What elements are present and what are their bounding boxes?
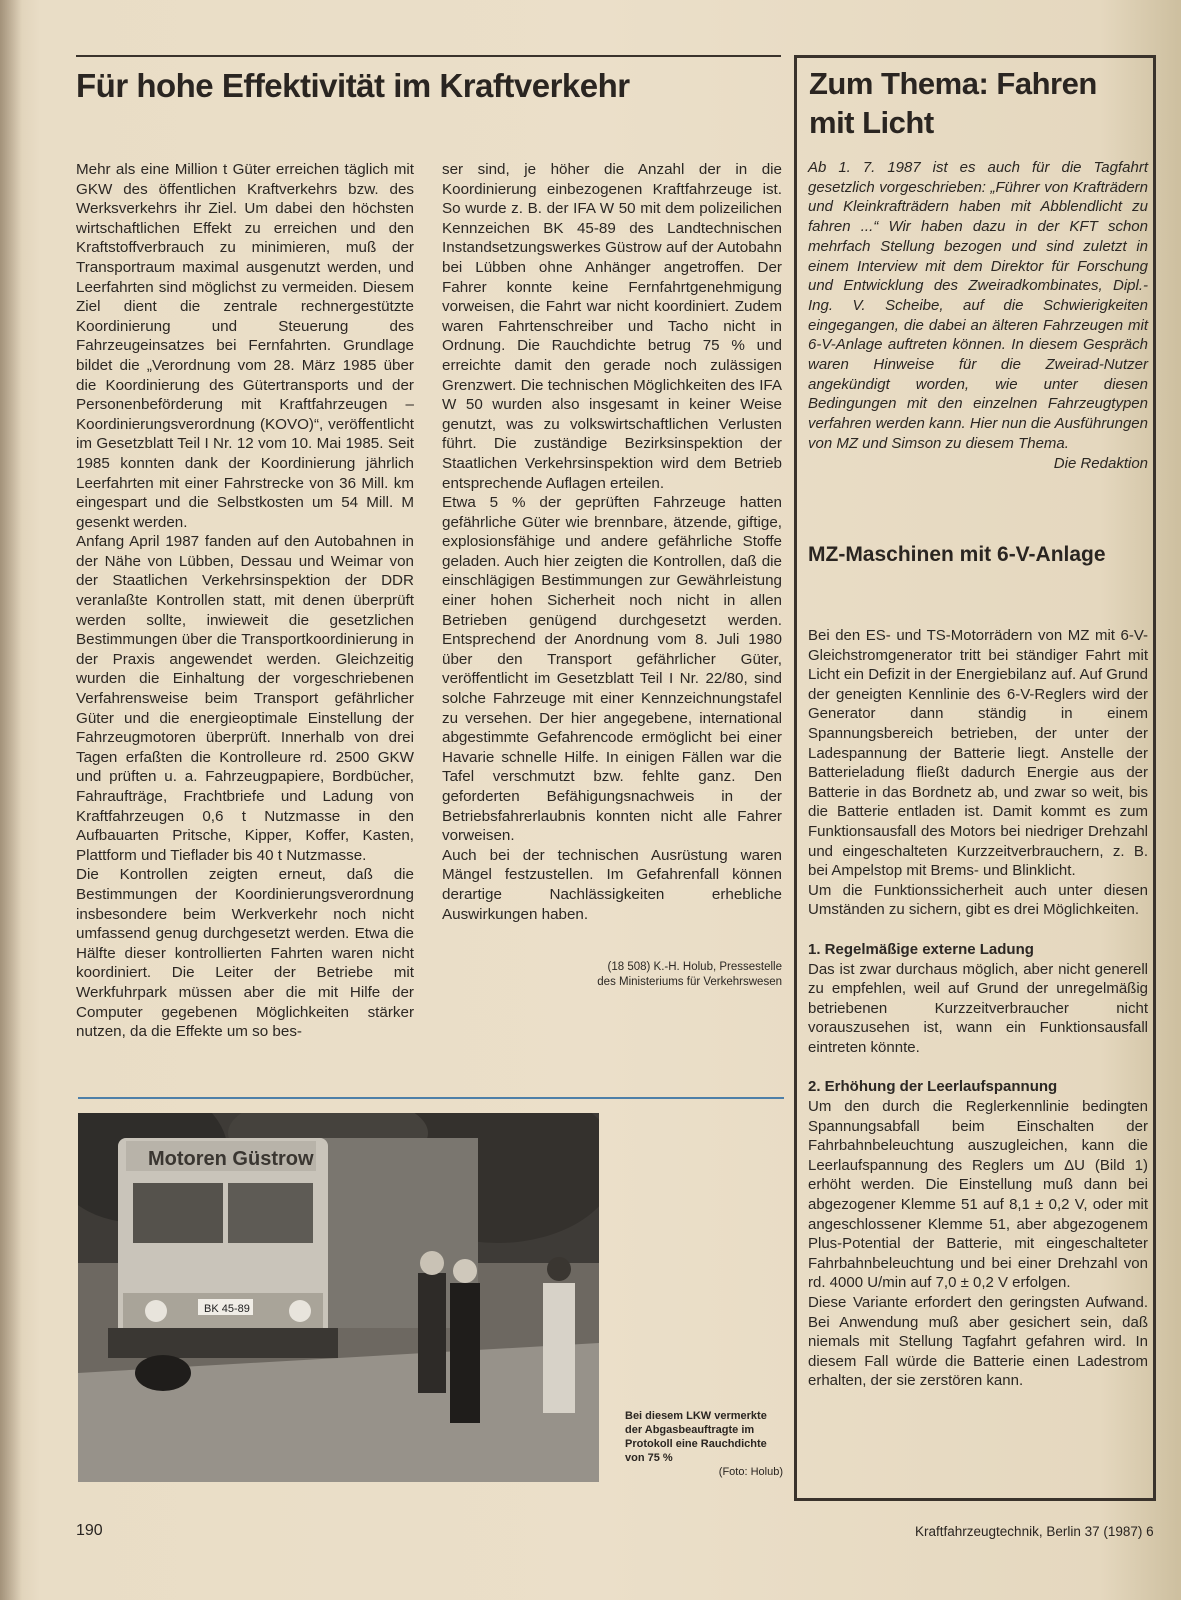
photo-rule bbox=[78, 1097, 784, 1099]
photo-caption bbox=[625, 1409, 783, 1479]
byline-institution: des Ministeriums für Verkehrswesen bbox=[597, 976, 782, 988]
top-rule-left bbox=[76, 55, 781, 57]
page-number: 190 bbox=[76, 1522, 103, 1539]
article-column-2 bbox=[442, 160, 782, 924]
sidebar-paragraph: Bei den ES- und TS-Motorrädern von MZ mit 6-V-Gleichstromgenerator tritt bei ständiger Fahrt mit Licht ein Defizit in der Energiebilanz auf. Auf Grund der geneigten Kennlinie des 6-V-Reglers wird der Generator dann ständig in einem Spannungsbereich betrieben, der unter der Ladespannung der Batterie liegt. Anstelle der Batterieladung fließt dadurch Energie aus der Batterie in das Bordnetz ab, und zwar so weit, bis die Batterie entladen ist. Damit kommt es zum Funktionsausfall des Motors bei niedriger Drehzahl und eingeschalteten Kurzzeitverbrauchern, z. B. bei Ampelstop mit Brems- und Blinklicht. bbox=[808, 627, 1148, 880]
sidebar-title: Zum Thema: Fahren mit Licht bbox=[809, 66, 1097, 140]
sidebar-heading-1: 1. Regelmäßige externe Ladung bbox=[808, 940, 1034, 958]
article-column-1 bbox=[76, 160, 414, 1042]
truck-photo bbox=[78, 1113, 599, 1482]
sidebar-paragraph: Um die Funktionssicherheit auch unter diesen Umständen zu sichern, gibt es drei Möglichkeiten. bbox=[808, 881, 1148, 919]
article-byline bbox=[440, 960, 782, 990]
spacer bbox=[808, 1057, 1148, 1077]
article-paragraph: Mehr als eine Million t Güter erreichen täglich mit GKW des öffentlichen Kraftverkehrs bzw. des Werksverkehrs ihr Ziel. Um dabei den höchsten wirtschaftlichen Effekt zu erreichen und den Kraftstoffverbrauch zu minimieren, muß der Transportraum maximal ausgenutzt werden, und Leerfahrten sind möglichst zu vermeiden. Diesem Ziel dient die zentrale rechnergestützte Koordinierung und Steuerung des Fahrzeugeinsatzes bei Fernfahrten. Grundlage bildet die „Verordnung vom 28. März 1985 über die Koordinierung des Gütertransports und der Personenbeförderung mit Kraftfahrzeugen – Koordinierungsverordnung (KOVO)“, veröffentlicht im Gesetzblatt Teil I Nr. 12 vom 10. Mai 1985. Seit 1985 konnten dank der Koordinierung jährlich Leerfahrten mit einer Fahrstrecke von 36 Mill. km eingespart und die Selbstkosten um 54 Mill. M gesenkt werden. bbox=[76, 161, 414, 531]
article-paragraph: Auch bei der technischen Ausrüstung waren Mängel festzustellen. Im Gefahrenfall können derartige Nachlässigkeiten erhebliche Auswirkungen haben. bbox=[442, 846, 782, 923]
sidebar-heading-2: 2. Erhöhung der Leerlaufspannung bbox=[808, 1078, 1058, 1096]
sidebar-subtitle: MZ-Maschinen mit 6-V-Anlage bbox=[808, 543, 1106, 566]
truck-sign-text: Motoren Güstrow bbox=[148, 1148, 314, 1170]
photo-credit: (Foto: Holub) bbox=[718, 1466, 783, 1478]
truck-photo-image bbox=[78, 1113, 599, 1482]
binding-shadow bbox=[0, 0, 22, 1600]
sidebar-intro-text: Ab 1. 7. 1987 ist es auch für die Tagfahrt gesetzlich vorgeschrieben: „Führer von Krafträdern und Kleinkrafträdern haben mit Abblendlicht zu fahren ...“ Wir haben dazu in der KFT schon mehrfach Stellung bezogen und sind zuletzt in einem Interview mit dem Direktor für Forschung und Entwicklung des Zweiradkombinates, Dipl.-Ing. V. Scheibe, auf die Schwierigkeiten eingegangen, die dabei an älteren Fahrzeugen mit 6-V-Anlage auftreten können. In diesem Gespräch waren Hinweise für die Zweirad-Nutzer angekündigt worden, wie unter diesen Bedingungen mit den einzelnen Fahrzeugtypen verfahren werden kann. Hier nun die Ausführungen von MZ und Simson zu diesem Thema. bbox=[808, 159, 1148, 452]
article-paragraph: Anfang April 1987 fanden auf den Autobahnen in der Nähe von Lübben, Dessau und Weimar von der Staatlichen Verkehrsinspektion der DDR veranlaßte Kontrollen statt, mit denen überprüft werden sollte, inwieweit die gesetzlichen Bestimmungen über die Transportkoordinierung in der Praxis angewendet werden. Gleichzeitig wurden die Einhaltung der vorgeschriebenen Verfahrensweise beim Transport gefährlicher Güter und die energieoptimale Einstellung der Fahrzeugmotoren überprüft. Innerhalb von drei Tagen erfaßten die Kontrolleure rd. 2500 GKW und prüften u. a. Fahrzeugpapiere, Bordbücher, Fahraufträge, Frachtbriefe und Ladung von Kraftfahrzeugen 0,6 t Nutzmasse in den Aufbauarten Pritsche, Kipper, Koffer, Kasten, Plattform und Tieflader bis 40 t Nutzmasse. bbox=[76, 533, 414, 864]
sidebar-paragraph: Das ist zwar durchaus möglich, aber nicht generell zu empfehlen, weil auf Grund der unregelmäßig betriebenen Kurzzeitverbraucher nicht vorauszusehen ist, wann ein Funktionsausfall eintreten könnte. bbox=[808, 960, 1148, 1056]
photo-caption-text: Bei diesem LKW vermerkte der Abgasbeauftragte im Protokoll eine Rauchdichte von 75 % bbox=[625, 1410, 767, 1464]
sidebar-paragraph: Um den durch die Reglerkennlinie bedingten Spannungsabfall beim Einschalten der Fahrbahnbeleuchtung auszugleichen, kann die Leerlaufspannung des Reglers um ΔU (Bild 1) erhöht werden. Die Einstellung muß dann bei abgezogener Klemme 51 auf 8,1 ± 0,2 V, oder mit angeschlossener Klemme 51, aber abgezogenem Plus-Potential der Batterie, mit eingeschalteter Fahrbahnbeleuchtung und bei einer Drehzahl von rd. 4000 U/min auf 7,0 ± 0,2 V erfolgen. bbox=[808, 1098, 1148, 1292]
article-paragraph: ser sind, je höher die Anzahl der in die Koordinierung einbezogenen Kraftfahrzeuge ist. So wurde z. B. der IFA W 50 mit dem polizeilichen Kennzeichen BK 45-89 des Landtechnischen Instandsetzungswerkes Güstrow auf der Autobahn bei Lübben ohne Anhänger angetroffen. Der Fahrer konnte keine Fernfahrtgenehmigung vorweisen, die Fahrt war nicht koordiniert. Zudem waren Fahrtenschreiber und Tacho nicht in Ordnung. Die Rauchdichte betrug 75 % und erreichte damit den gerade noch zulässigen Grenzwert. Die technischen Möglichkeiten des IFA W 50 wurden also insgesamt in keiner Weise genutzt, was zu volkswirtschaftlichen Verlusten führt. Die zuständige Bezirksinspektion der Staatlichen Verkehrsinspektion wird dem Betrieb entsprechende Auflagen erteilen. bbox=[442, 161, 782, 492]
article-paragraph: Die Kontrollen zeigten erneut, daß die Bestimmungen der Koordinierungsverordnung insbesondere beim Werkverkehr noch nicht umfassend genug durchgesetzt werden. Etwa die Hälfte dieser kontrollierten Fahrten waren nicht koordiniert. Die Leiter der Betriebe mit Werkfuhrpark müssen aber die mit Hilfe der Computer gegebenen Möglichkeiten stärker nutzen, da die Effekte um so bes- bbox=[76, 866, 414, 1041]
article-title: Für hohe Effektivität im Kraftverkehr bbox=[76, 67, 630, 104]
byline-author: (18 508) K.-H. Holub, Pressestelle bbox=[607, 961, 782, 973]
sidebar-body bbox=[808, 626, 1148, 1391]
sidebar-paragraph: Diese Variante erfordert den geringsten Aufwand. Bei Anwendung muß aber gesichert sein, daß niemals mit Stellung Tagfahrt gefahren wird. In diesem Fall würde die Batterie einen Ladestrom erhalten, der sie zerstören kann. bbox=[808, 1294, 1148, 1390]
sidebar-intro bbox=[808, 158, 1148, 473]
article-paragraph: Etwa 5 % der geprüften Fahrzeuge hatten gefährliche Güter wie brennbare, ätzende, giftige, explosionsfähige und andere gefährliche Stoffe geladen. Auch hier zeigten die Kontrollen, daß die einschlägigen Bestimmungen zur Gewährleistung einer hohen Sicherheit noch nicht in allen Betrieben genügend durchgesetzt werden. Entsprechend der Anordnung vom 8. Juli 1980 über den Transport gefährlicher Güter, veröffentlicht im Gesetzblatt Teil I Nr. 22/80, sind solche Fahrzeuge mit einer Kennzeichnungstafel zu versehen. Der hier angegebene, international abgestimmte Gefahrencode ermöglicht bei einer Havarie schnelle Hilfe. In einigen Fällen war die Tafel verschmutzt bzw. fehlte ganz. Den geforderten Befähigungsnachweis in der Betriebsfahrerlaubnis konnten nicht alle Fahrer vorweisen. bbox=[442, 494, 782, 845]
sidebar-signature: Die Redaktion bbox=[1053, 454, 1148, 472]
journal-reference: Kraftfahrzeugtechnik, Berlin 37 (1987) 6 bbox=[915, 1524, 1154, 1539]
truck-plate-text: BK 45-89 bbox=[204, 1303, 250, 1315]
spacer bbox=[808, 920, 1148, 940]
